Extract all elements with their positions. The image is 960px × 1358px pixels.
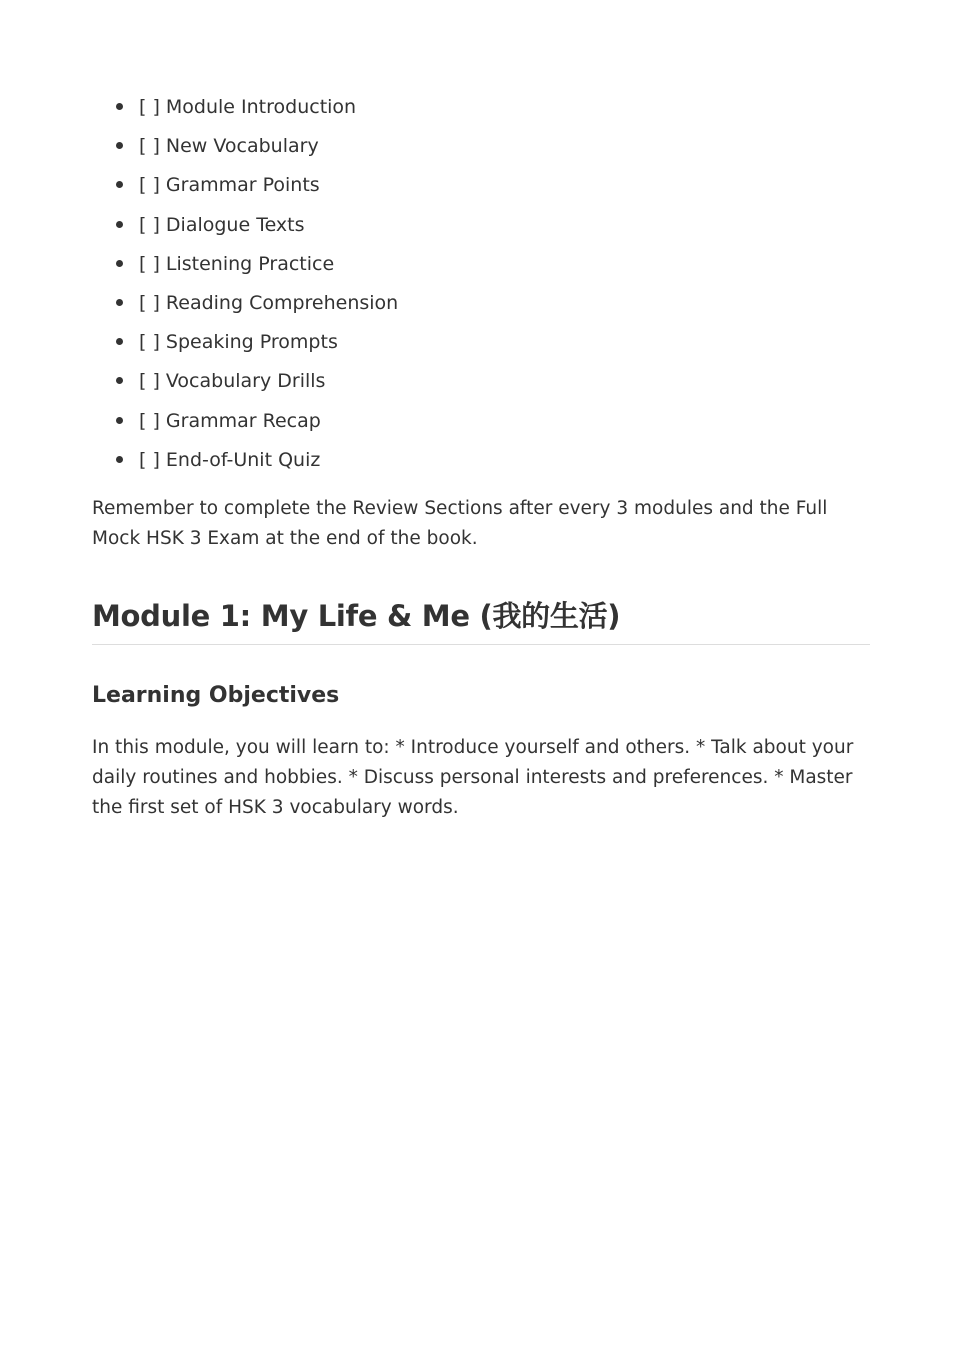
module-checklist: [92, 92, 398, 484]
checklist-item: [92, 249, 398, 288]
checklist-item-label: [ ] Listening Practice: [139, 252, 335, 275]
checklist-item-label: [ ] End-of-Unit Quiz: [139, 448, 321, 471]
learning-objectives-heading: Learning Objectives: [92, 683, 340, 708]
checklist-item-label: [ ] Dialogue Texts: [139, 213, 305, 236]
bullet-icon: [116, 377, 123, 384]
learning-objectives-text: In this module, you will learn to: * Introduce yourself and others. * Talk about your daily routines and hobbies. * Discuss personal interests and preferences. * Master the first set of HSK 3 vocabulary words.: [92, 737, 854, 818]
checklist-item: [92, 366, 398, 405]
checklist-item-label: [ ] Grammar Points: [139, 174, 320, 197]
bullet-icon: [116, 103, 123, 110]
bullet-icon: [116, 181, 123, 188]
checklist-item: [92, 92, 398, 131]
bullet-icon: [116, 338, 123, 345]
checklist-item: [92, 288, 398, 327]
bullet-icon: [116, 142, 123, 149]
bullet-icon: [116, 260, 123, 267]
heading-divider: [92, 644, 870, 645]
bullet-icon: [116, 221, 123, 228]
checklist-item-label: [ ] Reading Comprehension: [139, 291, 399, 314]
checklist-item-label: [ ] Module Introduction: [139, 96, 357, 118]
checklist-item: [92, 445, 398, 484]
review-reminder: Remember to complete the Review Sections after every 3 modules and the Full Mock HSK 3 Exam at the end of the book.: [92, 498, 828, 549]
checklist-item: [92, 131, 398, 170]
checklist-item-label: [ ] Speaking Prompts: [139, 331, 338, 354]
checklist-item: [92, 210, 398, 249]
module-title: Module 1: My Life & Me (我的生活): [92, 599, 621, 633]
checklist-item: [92, 327, 398, 366]
bullet-icon: [116, 456, 123, 463]
bullet-icon: [116, 417, 123, 424]
checklist-item: [92, 170, 398, 209]
checklist-item-label: [ ] New Vocabulary: [139, 135, 319, 158]
checklist-item-label: [ ] Vocabulary Drills: [139, 370, 326, 393]
checklist-item-label: [ ] Grammar Recap: [139, 409, 321, 432]
bullet-icon: [116, 299, 123, 306]
checklist-item: [92, 406, 398, 445]
